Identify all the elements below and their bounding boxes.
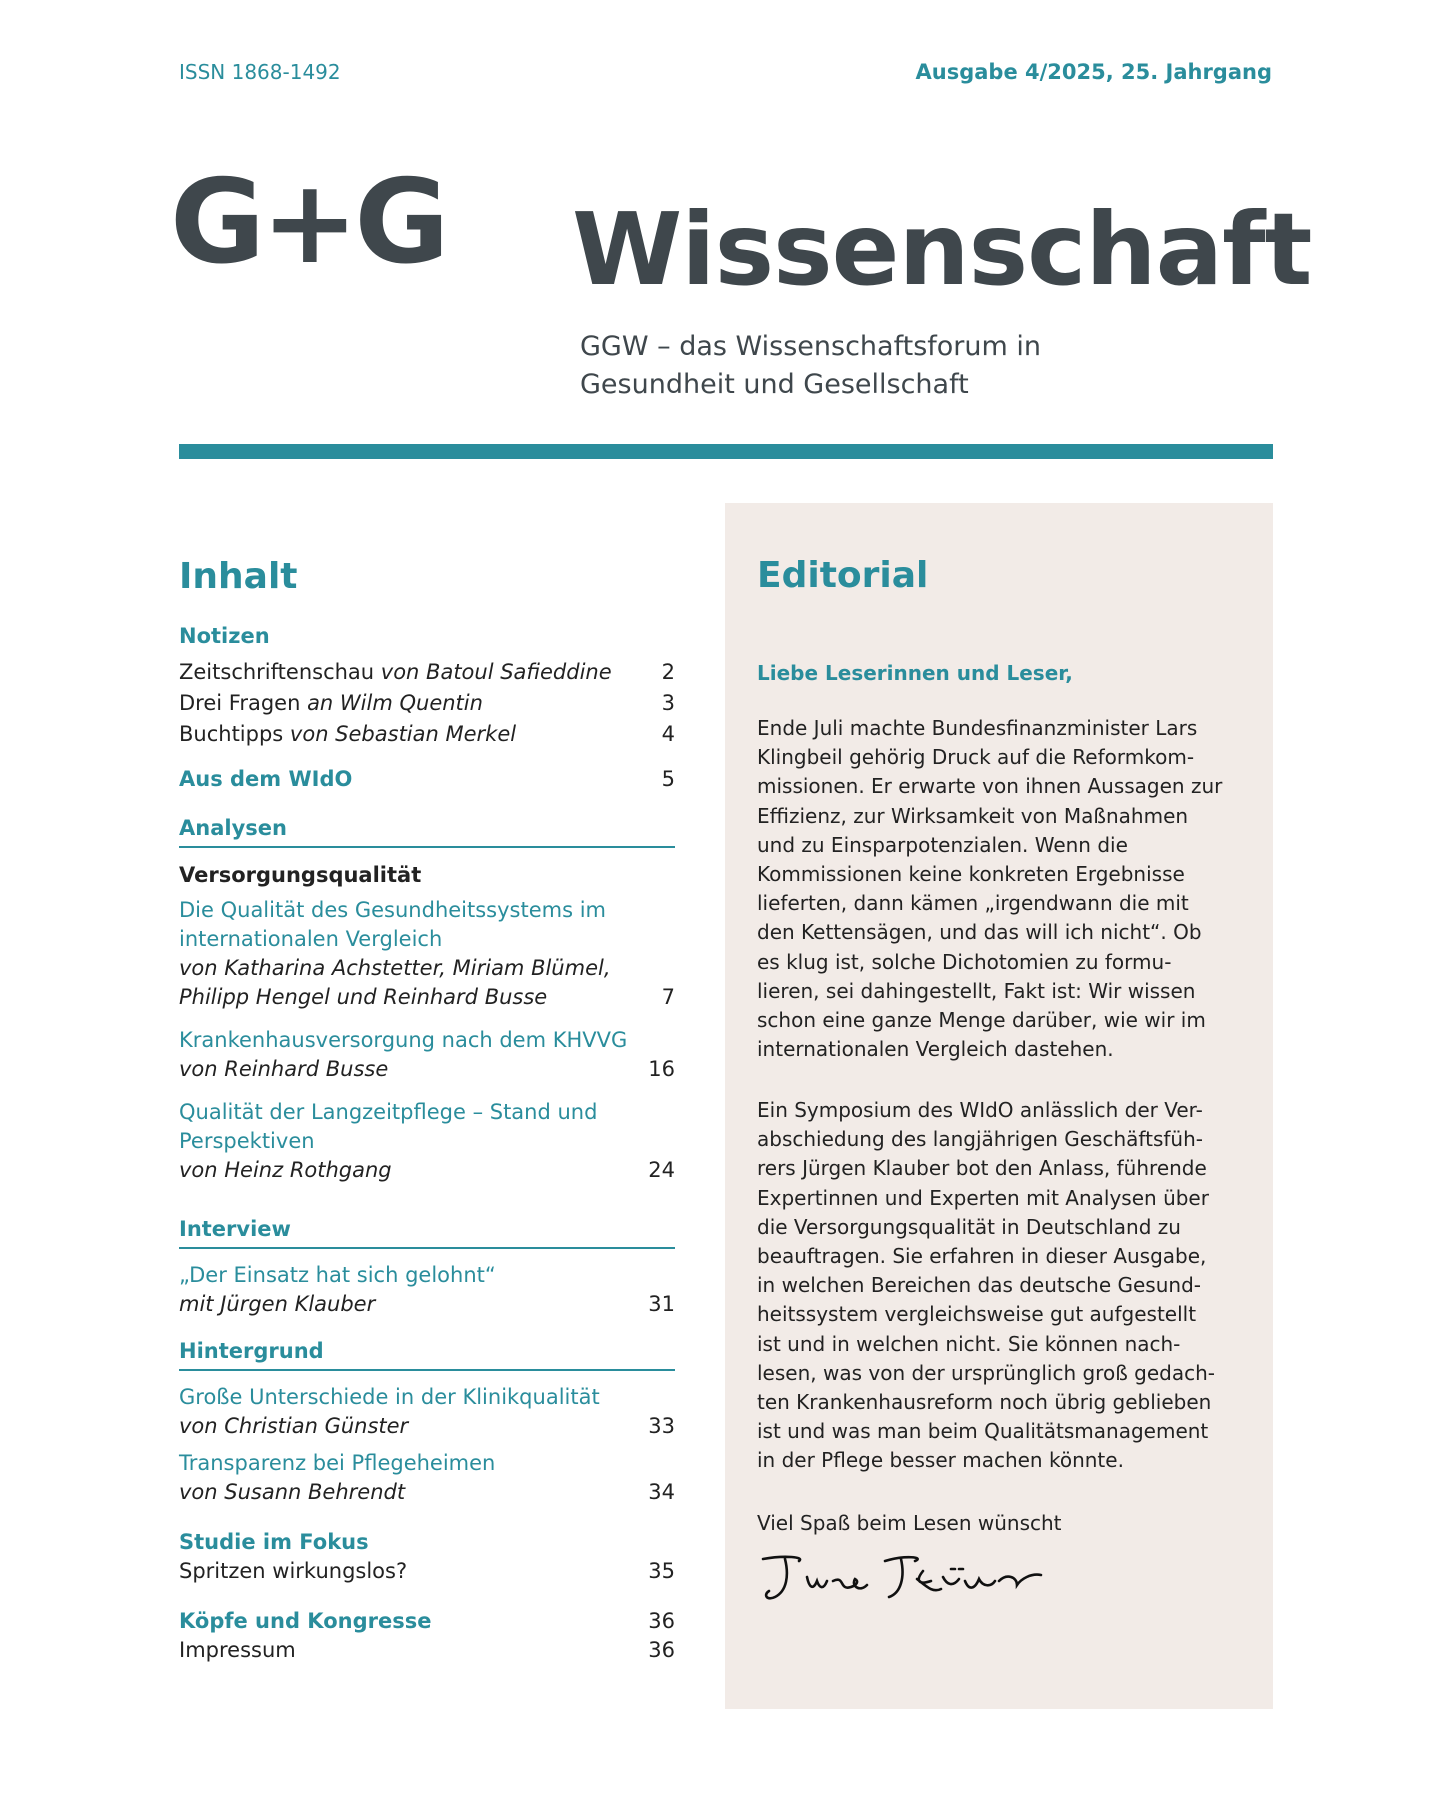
toc-entry-impressum[interactable] (179, 1636, 675, 1665)
toc-entry[interactable] (179, 1449, 675, 1507)
entry-author: von Sebastian Merkel (289, 722, 517, 746)
logo: G+G (170, 155, 446, 290)
entry-page: 34 (648, 1480, 675, 1504)
section-title: Aus dem WIdO (179, 767, 353, 791)
entry-page: 3 (661, 691, 675, 715)
entry-page: 35 (648, 1559, 675, 1583)
entry-title: Qualität der Langzeitpflege – Stand und (179, 1100, 598, 1124)
table-of-contents (179, 555, 675, 1665)
entry-title: „Der Einsatz hat sich gelohnt“ (179, 1263, 496, 1287)
toc-entry[interactable] (179, 688, 675, 719)
section-interview: Interview (179, 1213, 675, 1249)
entry-page: 36 (648, 1609, 675, 1633)
section-wido[interactable] (179, 762, 675, 796)
editorial-greeting: Liebe Leserinnen und Leser, (757, 661, 1073, 685)
issue-info: Ausgabe 4/2025, 25. Jahrgang (915, 60, 1272, 84)
header-rule (179, 444, 1273, 459)
editorial-heading: Editorial (757, 555, 929, 596)
entry-title: Große Unterschiede in der Klinikqualität (179, 1385, 600, 1409)
entry-title: Impressum (179, 1638, 296, 1662)
entry-page: 33 (648, 1414, 675, 1438)
entry-page: 5 (661, 767, 675, 791)
toc-entry[interactable] (179, 719, 675, 750)
section-notizen: Notizen (179, 624, 270, 648)
subtitle-line-1: GGW – das Wissenschaftsforum in (580, 331, 1041, 362)
entry-author: an Wilm Quentin (307, 691, 483, 715)
toc-entry[interactable] (179, 1261, 675, 1319)
entry-page: 7 (661, 985, 675, 1009)
entry-title: Krankenhausversorgung nach dem KHVVG (179, 1028, 628, 1052)
entry-author: mit Jürgen Klauber (179, 1292, 376, 1316)
editorial-box (725, 503, 1273, 1709)
section-title: Köpfe und Kongresse (179, 1609, 432, 1633)
entry-author: von Christian Günster (179, 1414, 409, 1438)
entry-title: Die Qualität des Gesundheitssystems im (179, 898, 607, 922)
toc-entry[interactable] (179, 1383, 675, 1441)
toc-entry[interactable] (179, 1557, 675, 1586)
magazine-subtitle (580, 328, 1041, 404)
editorial-paragraph-1: Ende Juli machte Bundesfinanzminister Lars Klingbeil gehörig Druck auf die Reformkom- missionen. Er erwarte von ihnen Aussagen zur Effizienz, zur Wirksamkeit von Maßnahmen und zu Einsparpotenzialen. Wenn die Kommissionen keine konkreten Ergebnisse lieferten, dann kämen „irgendwann die mit den Kettensägen, und das will ich nicht“. Ob es klug ist, solche Dichotomien zu formu- lieren, sei dahingestellt, Fakt ist: Wir wissen schon eine ganze Menge darüber, wie wir im internationalen Vergleich dastehen. (757, 716, 1223, 1062)
entry-page: 31 (648, 1292, 675, 1316)
entry-author: Philipp Hengel und Reinhard Busse (179, 985, 548, 1009)
entry-author: von Batoul Safieddine (380, 660, 612, 684)
entry-author: von Heinz Rothgang (179, 1158, 392, 1182)
editorial-paragraph-2: Ein Symposium des WIdO anlässlich der Ver- abschiedung des langjährigen Geschäftsfüh- rers Jürgen Klauber bot den Anlass, führende Expertinnen und Experten mit Analysen über die Versorgungsqualität in Deutschland zu beauftragen. Sie erfahren in dieser Ausgabe, in welchen Bereichen das deutsche Gesund- heitssystem vergleichsweise gut aufgestellt ist und in welchen nicht. Sie können nach- lesen, was von der ursprünglich groß gedach- ten Krankenhausreform noch übrig geblieben ist und was man beim Qualitätsmanagement in der Pflege besser machen könnte. (757, 1098, 1215, 1473)
entry-title: Transparenz bei Pflegeheimen (179, 1451, 496, 1475)
entry-page: 16 (648, 1057, 675, 1081)
section-hintergrund: Hintergrund (179, 1335, 675, 1371)
entry-page: 36 (648, 1638, 675, 1662)
entry-title: Buchtipps (179, 722, 290, 746)
issn: ISSN 1868-1492 (179, 60, 341, 84)
toc-entry[interactable] (179, 1098, 675, 1185)
toc-entry[interactable] (179, 657, 675, 688)
entry-page: 2 (661, 660, 675, 684)
entry-title: internationalen Vergleich (179, 927, 443, 951)
magazine-title: Wissenschaft (572, 191, 1312, 308)
entry-author: von Katharina Achstetter, Miriam Blümel, (179, 956, 611, 980)
entry-author: von Reinhard Busse (179, 1057, 389, 1081)
toc-heading: Inhalt (179, 556, 298, 597)
entry-page: 4 (661, 722, 675, 746)
entry-title: Perspektiven (179, 1129, 315, 1153)
toc-entry[interactable] (179, 1026, 675, 1084)
entry-title: Spritzen wirkungslos? (179, 1559, 408, 1583)
toc-entry[interactable] (179, 896, 675, 1012)
subtitle-line-2: Gesundheit und Gesellschaft (580, 369, 969, 400)
entry-title: Drei Fragen (179, 691, 308, 715)
signature (755, 1551, 1055, 1611)
section-analysen: Analysen (179, 812, 675, 848)
section-studie-im-fokus: Studie im Fokus (179, 1530, 369, 1554)
entry-title: Zeitschriftenschau (179, 660, 381, 684)
entry-page: 24 (648, 1158, 675, 1182)
editorial-closing: Viel Spaß beim Lesen wünscht (757, 1511, 1062, 1535)
entry-author: von Susann Behrendt (179, 1480, 406, 1504)
subsection-versorgungsqualitaet: Versorgungsqualität (179, 863, 422, 887)
section-koepfe-und-kongresse[interactable] (179, 1606, 675, 1636)
